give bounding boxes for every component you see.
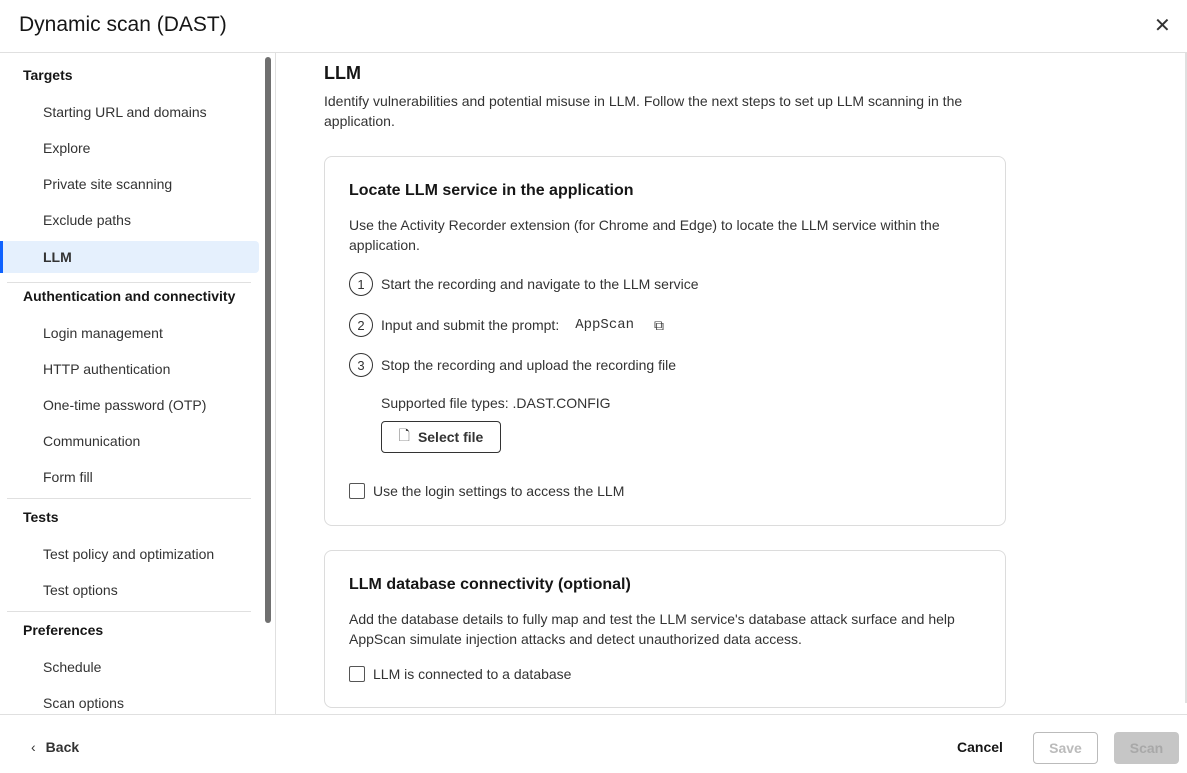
step-1	[349, 272, 699, 296]
step-text: Stop the recording and upload the recording file	[381, 357, 676, 373]
step-number: 3	[349, 353, 373, 377]
page-description: Identify vulnerabilities and potential misuse in LLM. Follow the next steps to set up LLM scanning in the application.	[324, 93, 963, 129]
checkbox-label: LLM is connected to a database	[373, 666, 572, 682]
nav-group-auth: Authentication and connectivity	[23, 288, 236, 304]
select-file-label: Select file	[417, 429, 484, 445]
dialog-header	[0, 0, 1187, 53]
chevron-left-icon: ‹	[31, 739, 36, 755]
scan-button[interactable]: Scan	[1114, 732, 1179, 764]
sidebar-item-scan-options[interactable]: Scan options	[43, 695, 124, 711]
sidebar-item-form-fill[interactable]: Form fill	[43, 469, 93, 485]
step-text: Start the recording and navigate to the LLM service	[381, 276, 699, 292]
card-title: LLM database connectivity (optional)	[349, 576, 631, 593]
nav-group-targets: Targets	[23, 67, 73, 83]
card-title: Locate LLM service in the application	[349, 182, 634, 199]
select-file-button[interactable]	[381, 421, 501, 453]
prompt-code: AppScan	[575, 317, 635, 333]
sidebar-item-test-options[interactable]: Test options	[43, 582, 118, 598]
step-2	[349, 313, 664, 337]
close-icon[interactable]: ✕	[1154, 15, 1171, 37]
checkbox-box[interactable]	[349, 666, 365, 682]
sidebar-item-login-management[interactable]: Login management	[43, 325, 163, 341]
step-3	[349, 353, 676, 377]
copy-icon[interactable]: ⧉	[654, 316, 665, 333]
llm-database-checkbox[interactable]	[349, 666, 571, 682]
card-text: Use the Activity Recorder extension (for Chrome and Edge) to locate the LLM service within the application.	[349, 217, 940, 253]
nav-group-tests: Tests	[23, 509, 59, 525]
sidebar-item-schedule[interactable]: Schedule	[43, 659, 102, 675]
back-button[interactable]	[31, 739, 79, 755]
main-content	[276, 53, 1187, 714]
sidebar-item-communication[interactable]: Communication	[43, 433, 141, 449]
card-text: Add the database details to fully map and test the LLM service's database attack surface and help AppScan simulate injection attacks and detect unauthorized data access.	[349, 611, 955, 647]
dialog-footer	[0, 714, 1187, 773]
sidebar-item-http-auth[interactable]: HTTP authentication	[43, 361, 171, 377]
sidebar-item-starting-url[interactable]: Starting URL and domains	[43, 104, 207, 120]
step-number: 1	[349, 272, 373, 296]
cancel-button[interactable]: Cancel	[957, 739, 1003, 755]
nav-group-preferences: Preferences	[23, 622, 104, 638]
sidebar-item-private-site[interactable]: Private site scanning	[43, 176, 173, 192]
divider	[7, 611, 251, 612]
back-label: Back	[45, 739, 80, 755]
divider	[7, 498, 251, 499]
sidebar-scrollbar[interactable]	[265, 57, 271, 623]
sidebar-item-otp[interactable]: One-time password (OTP)	[43, 397, 207, 413]
step-text: Input and submit the prompt:	[381, 317, 560, 333]
use-login-settings-checkbox[interactable]	[349, 483, 624, 499]
checkbox-label: Use the login settings to access the LLM	[373, 483, 625, 499]
step-number: 2	[349, 313, 373, 337]
sidebar-item-explore[interactable]: Explore	[43, 140, 91, 156]
llm-database-card	[324, 550, 1006, 708]
sidebar-item-exclude-paths[interactable]: Exclude paths	[43, 212, 131, 228]
page-title: LLM	[324, 63, 361, 83]
divider	[7, 282, 251, 283]
checkbox-box[interactable]	[349, 483, 365, 499]
dialog-title: Dynamic scan (DAST)	[19, 13, 227, 36]
supported-file-types: Supported file types: .DAST.CONFIG	[381, 395, 611, 411]
sidebar-nav	[0, 53, 276, 714]
file-add-icon: 🗋	[398, 427, 410, 443]
save-button[interactable]: Save	[1033, 732, 1098, 764]
sidebar-item-test-policy[interactable]: Test policy and optimization	[43, 546, 215, 562]
locate-llm-card	[324, 156, 1006, 526]
sidebar-item-llm[interactable]: LLM	[0, 241, 259, 273]
